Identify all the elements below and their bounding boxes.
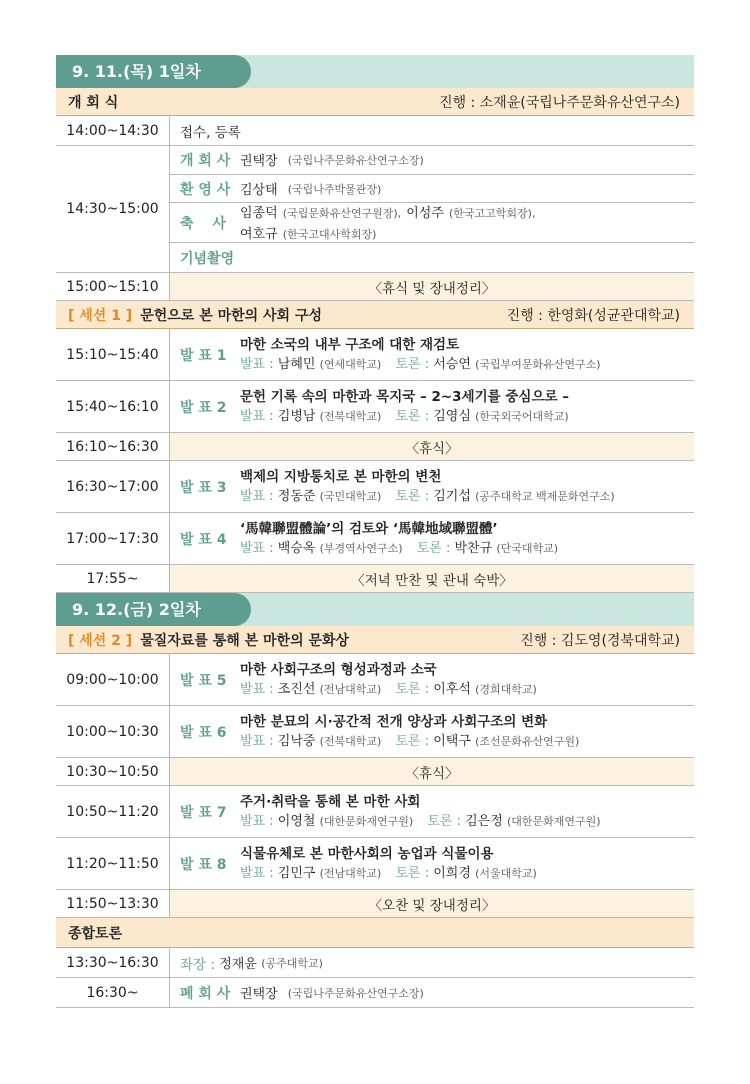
discussant-name: 이택구 [433, 733, 471, 749]
chair-row [56, 948, 694, 978]
discussant-affiliation: (단국대학교) [496, 541, 559, 555]
discussant-name: 김기섭 [433, 488, 471, 504]
discussant-label: 토론 : [395, 408, 430, 424]
discussant-label: 토론 : [395, 488, 430, 504]
time-cell: 14:30~15:00 [56, 146, 170, 272]
break-row [56, 890, 694, 918]
presenter-affiliation: (국민대학교) [319, 489, 382, 503]
break-row [56, 758, 694, 786]
discussant-name: 박찬규 [454, 540, 493, 556]
talk-label: 발 표 5 [180, 672, 227, 689]
presenter-affiliation: (연세대학교) [319, 357, 382, 371]
discussant-affiliation: (조선문화유산연구원) [475, 734, 580, 748]
ceremony-label: 기념촬영 [180, 250, 235, 267]
day2-header-bar [56, 593, 694, 626]
discussant-name: 김은정 [465, 813, 503, 829]
presenter-name: 이영철 [277, 813, 316, 829]
talk-title: 마한 소국의 내부 구조에 대한 재검토 [240, 336, 460, 353]
discussant-label: 토론 : [395, 733, 430, 749]
break-text: 〈휴식 및 장내정리〉 [170, 273, 694, 300]
presenter-affiliation: (전북대학교) [319, 409, 382, 423]
presenter-name: 백승옥 [277, 540, 316, 556]
discussant-label: 토론 : [395, 865, 430, 881]
discussant-affiliation: (서울대학교) [475, 866, 537, 880]
time-cell: 16:10~16:30 [56, 433, 170, 460]
presenter-name: 남혜민 [277, 356, 316, 372]
time-cell: 16:30~ [56, 978, 170, 1007]
session2-moderator: 진행 : 김도영(경북대학교) [520, 632, 680, 649]
time-cell: 16:30~17:00 [56, 461, 170, 512]
talk-row [56, 706, 694, 758]
closing-speaker: 권택장 [240, 987, 278, 1002]
day2-header: 9. 12.(금) 2일차 [56, 593, 251, 626]
speaker-affiliation: (국립나주문화유산연구소장) [287, 153, 424, 167]
time-cell: 15:10~15:40 [56, 329, 170, 380]
opening-moderator: 진행 : 소재윤(국립나주문화유산연구소) [439, 94, 680, 111]
talk-title: 마한 사회구조의 형성과정과 소국 [240, 661, 437, 678]
chair-name: 정재윤 [219, 957, 257, 972]
talk-row [56, 513, 694, 565]
general-discussion-title: 종합토론 [68, 925, 123, 942]
day1-header-bar [56, 55, 694, 88]
talk-label: 발 표 2 [180, 399, 227, 416]
talk-title: 식물유체로 본 마한사회의 농업과 식물이용 [240, 845, 494, 862]
discussant-label: 토론 : [427, 813, 461, 829]
break-row [56, 273, 694, 301]
speaker-name: 권택장 [240, 154, 278, 170]
break-text: 〈오찬 및 장내정리〉 [170, 890, 694, 917]
presenter-affiliation: (전남대학교) [319, 866, 382, 880]
ceremony-row [56, 146, 694, 273]
session2-header [56, 626, 694, 654]
talk-title: ‘馬韓聯盟體論’의 검토와 ‘馬韓地域聯盟體’ [240, 520, 498, 537]
talk-row [56, 654, 694, 706]
speaker-name: 이성주 [406, 205, 444, 221]
presenter-label: 발표 : [240, 865, 274, 881]
closing-affiliation: (국립나주문화유산연구소장) [287, 986, 424, 1000]
talk-row [56, 329, 694, 381]
talk-title: 백제의 지방통치로 본 마한의 변천 [240, 468, 442, 485]
time-cell: 15:00~15:10 [56, 273, 170, 300]
talk-label: 발 표 7 [180, 804, 227, 821]
break-row [56, 433, 694, 461]
presenter-affiliation: (부경역사연구소) [319, 541, 403, 555]
presenter-label: 발표 : [240, 356, 274, 372]
presenter-name: 김낙중 [277, 733, 316, 749]
speaker-name: 김상태 [240, 183, 278, 198]
discussant-name: 김영심 [433, 408, 471, 424]
talk-title: 문헌 기록 속의 마한과 목지국 – 2~3세기를 중심으로 – [240, 388, 569, 405]
speaker-name: 임종덕 [240, 205, 278, 221]
opening-title: 개 회 식 [68, 94, 119, 111]
ceremony-item [170, 146, 694, 175]
presenter-name: 정동준 [277, 488, 316, 504]
time-cell: 09:00~10:00 [56, 654, 170, 705]
time-cell: 15:40~16:10 [56, 381, 170, 432]
talk-row [56, 461, 694, 513]
presenter-name: 김민구 [277, 865, 316, 881]
congratulatory-speakers [240, 202, 535, 244]
presenter-label: 발표 : [240, 408, 274, 424]
presenter-label: 발표 : [240, 813, 274, 829]
time-cell: 10:00~10:30 [56, 706, 170, 757]
ceremony-label: 개 회 사 [180, 152, 231, 169]
talk-label: 발 표 4 [180, 531, 227, 548]
talk-label: 발 표 3 [180, 479, 227, 496]
day1-header: 9. 11.(목) 1일차 [56, 55, 251, 88]
closing-label: 폐 회 사 [180, 985, 231, 1002]
presenter-label: 발표 : [240, 540, 274, 556]
time-cell: 11:20~11:50 [56, 838, 170, 889]
speaker-affiliation: (국립문화유산연구원장), [282, 206, 402, 220]
chair-affiliation: (공주대학교) [261, 956, 323, 970]
discussant-name: 이후석 [433, 681, 471, 697]
time-cell: 13:30~16:30 [56, 948, 170, 977]
presenter-label: 발표 : [240, 488, 274, 504]
discussant-affiliation: (한국외국어대학교) [475, 409, 569, 423]
talk-title: 마한 분묘의 시·공간적 전개 양상과 사회구조의 변화 [240, 713, 548, 730]
talk-row [56, 381, 694, 433]
presenter-affiliation: (전북대학교) [319, 734, 382, 748]
talk-row [56, 786, 694, 838]
break-text: 〈휴식〉 [170, 758, 694, 785]
time-cell: 17:55~ [56, 565, 170, 592]
schedule-row [56, 116, 694, 146]
general-discussion-header [56, 918, 694, 948]
session1-tag: [ 세션 1 ] [68, 307, 133, 324]
time-cell: 11:50~13:30 [56, 890, 170, 917]
presenter-name: 김병남 [277, 408, 316, 424]
session2-tag: [ 세션 2 ] [68, 632, 133, 649]
session1-header [56, 301, 694, 329]
presenter-label: 발표 : [240, 681, 274, 697]
talk-label: 발 표 6 [180, 724, 227, 741]
discussant-label: 토론 : [416, 540, 451, 556]
time-cell: 10:30~10:50 [56, 758, 170, 785]
ceremony-items [170, 146, 694, 272]
speaker-affiliation: (국립나주박물관장) [287, 182, 382, 196]
registration-text: 접수, 등록 [180, 124, 241, 141]
program-sheet [56, 55, 694, 1008]
discussant-name: 이희경 [433, 865, 471, 881]
closing-row [56, 978, 694, 1008]
discussant-name: 서승연 [433, 356, 471, 372]
speaker-affiliation: (한국고고학회장), [449, 206, 536, 220]
presenter-name: 조진선 [277, 681, 316, 697]
talk-label: 발 표 1 [180, 347, 227, 364]
speaker-affiliation: (한국고대사학회장) [282, 227, 377, 241]
speaker-name: 여호규 [240, 226, 278, 242]
presenter-affiliation: (전남대학교) [319, 682, 382, 696]
time-cell: 10:50~11:20 [56, 786, 170, 837]
discussant-affiliation: (공주대학교 백제문화연구소) [475, 489, 615, 503]
discussant-affiliation: (국립부여문화유산연구소) [475, 357, 601, 371]
opening-header [56, 88, 694, 116]
ceremony-label: 축 사 [180, 215, 226, 232]
talk-row [56, 838, 694, 890]
talk-title: 주거·취락을 통해 본 마한 사회 [240, 793, 421, 810]
presenter-affiliation: (대한문화재연구원) [319, 814, 414, 828]
ceremony-item [170, 203, 694, 243]
session2-title: 물질자료를 통해 본 마한의 문화상 [140, 632, 350, 649]
time-cell: 14:00~14:30 [56, 116, 170, 145]
ceremony-label: 환 영 사 [180, 181, 231, 198]
discussant-affiliation: (대한문화재연구원) [506, 814, 601, 828]
discussant-label: 토론 : [395, 681, 430, 697]
time-cell: 17:00~17:30 [56, 513, 170, 564]
break-row [56, 565, 694, 593]
ceremony-item [170, 243, 694, 272]
session1-moderator: 진행 : 한영화(성균관대학교) [506, 307, 680, 324]
discussant-affiliation: (경희대학교) [475, 682, 537, 696]
presenter-label: 발표 : [240, 733, 274, 749]
talk-label: 발 표 8 [180, 856, 227, 873]
ceremony-item [170, 175, 694, 204]
break-text: 〈휴식〉 [170, 433, 694, 460]
chair-label: 좌장 : [180, 956, 215, 973]
break-text: 〈저녁 만찬 및 관내 숙박〉 [170, 565, 694, 592]
discussant-label: 토론 : [395, 356, 430, 372]
session1-title: 문헌으로 본 마한의 사회 구성 [140, 307, 323, 324]
